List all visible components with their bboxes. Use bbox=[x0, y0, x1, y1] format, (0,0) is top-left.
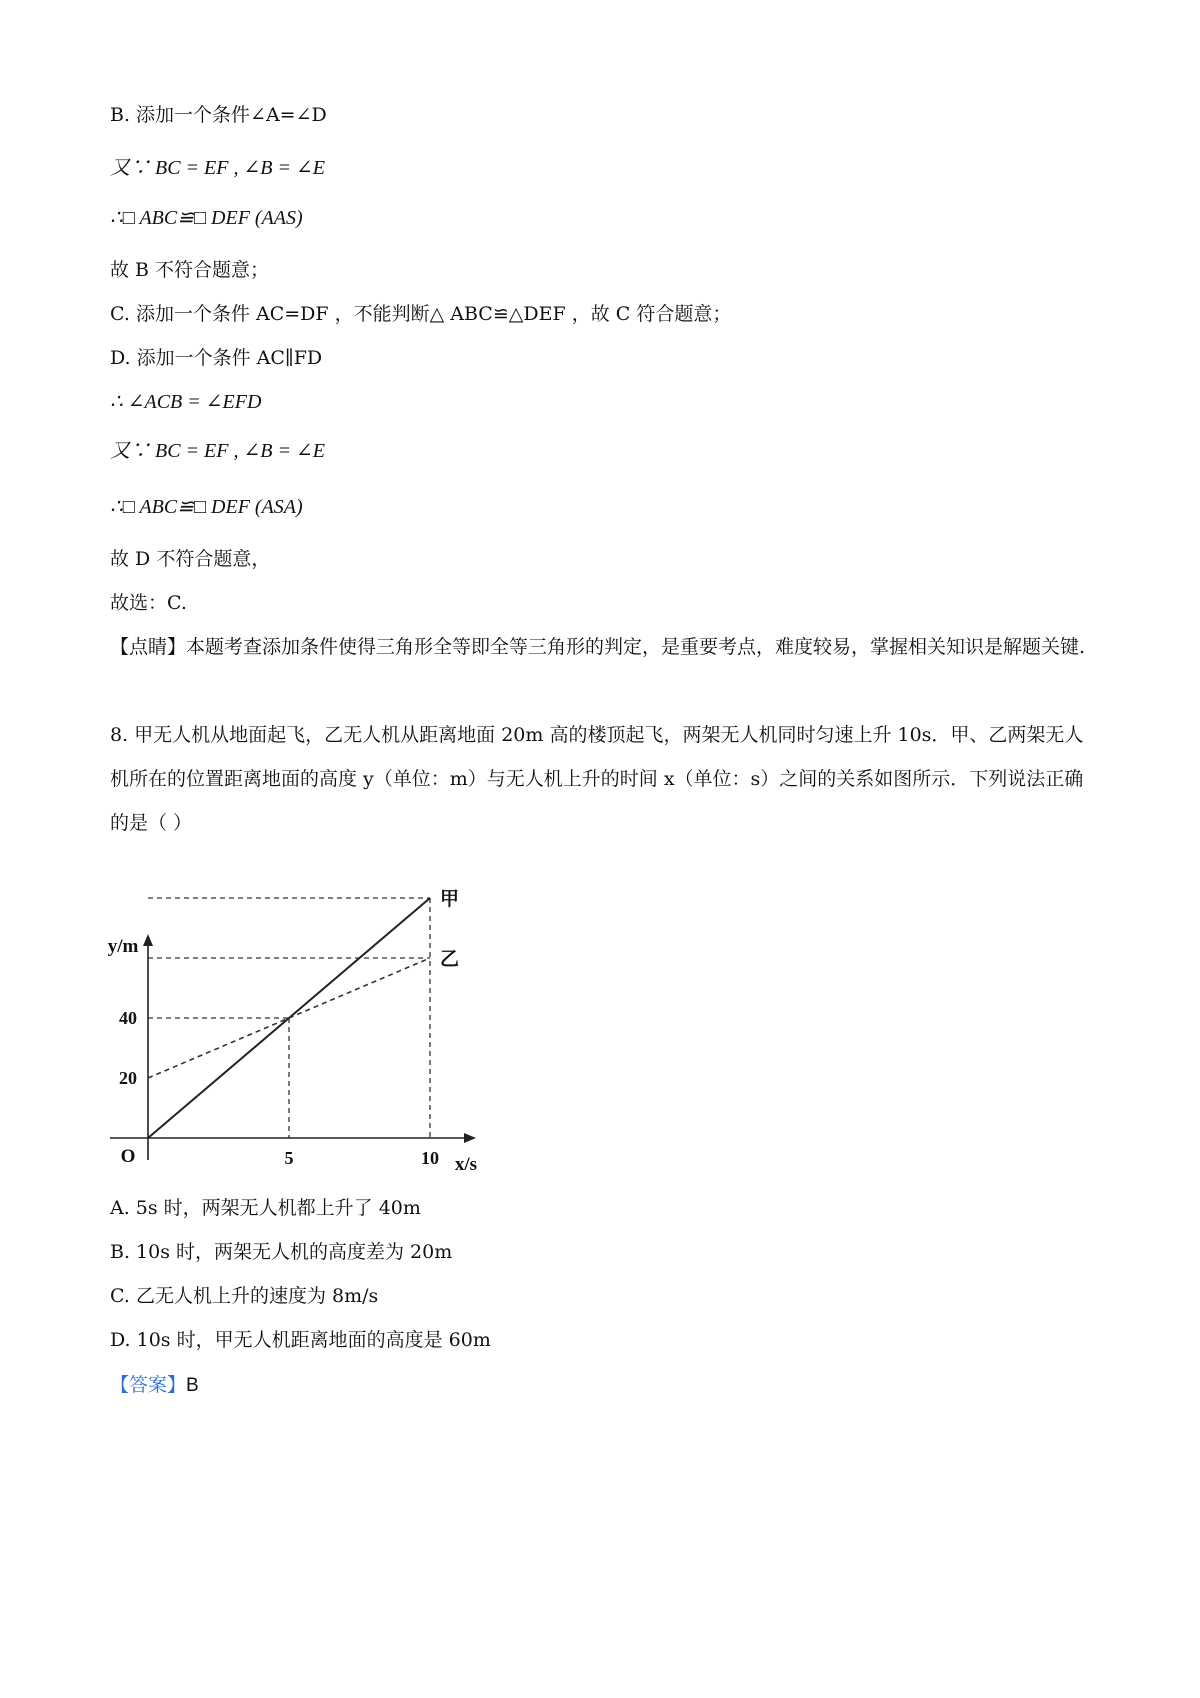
answer-tag: 【答案】 bbox=[110, 1374, 187, 1396]
y-axis-label: y/m bbox=[107, 936, 139, 957]
origin-label: O bbox=[120, 1146, 136, 1167]
chart-axes bbox=[107, 934, 476, 1160]
height-time-chart bbox=[107, 889, 528, 1280]
series-yi-label: 乙 bbox=[440, 949, 460, 970]
x-tick-label: 10 bbox=[421, 1148, 439, 1168]
series-yi-line bbox=[148, 958, 430, 1078]
x-axis-label: x/s bbox=[454, 1154, 478, 1175]
y-tick-label: 40 bbox=[119, 1008, 137, 1028]
option-b: B. 10s 时，两架无人机的高度差为 20m bbox=[110, 1241, 453, 1263]
solution-line-b: B. 添加一个条件∠A=∠D bbox=[110, 104, 327, 126]
chart-labels bbox=[108, 888, 477, 1175]
solution-line-c: C. 添加一个条件 AC=DF ，不能判断△ ABC≌△DEF ，故 C 符合题意； bbox=[110, 303, 732, 325]
option-a: A. 5s 时，两架无人机都上升了 40m bbox=[110, 1197, 421, 1219]
option-d: D. 10s 时，甲无人机距离地面的高度是 60m bbox=[110, 1329, 491, 1351]
y-tick-label: 20 bbox=[119, 1068, 137, 1088]
answer-value: B bbox=[186, 1375, 199, 1396]
x-tick-label: 5 bbox=[284, 1148, 294, 1168]
series-jia-label: 甲 bbox=[440, 889, 460, 910]
solution-line-d: D. 添加一个条件 AC∥FD bbox=[110, 347, 323, 369]
solution-line-b-given: 又∵ BC = EF , ∠B = ∠E bbox=[110, 157, 325, 179]
solution-line-d-angle: ∴ ∠ACB = ∠EFD bbox=[110, 391, 262, 413]
solution-comment: 【点睛】本题考查添加条件使得三角形全等即全等三角形的判定，是重要考点，难度较易，掌握相关知识是解题关键. bbox=[110, 636, 1086, 658]
y-axis-arrow bbox=[143, 934, 153, 946]
solution-line-b-conclude: ∴□ ABC≌□ DEF (AAS) bbox=[110, 207, 303, 229]
question-text: 8. 甲无人机从地面起飞，乙无人机从距离地面 20m 高的楼顶起飞，两架无人机同时匀速上升 10s．甲、乙两架无人机所在的位置距离地面的高度 y（单位：m）与无人机上升的时间 x（单位：s）之间的关系如图所示．下列说法正确的是（ ） bbox=[110, 724, 1084, 834]
answer-line bbox=[110, 1372, 199, 1399]
solution-line-d-result: 故 D 不符合题意， bbox=[110, 548, 271, 570]
solution-line-b-result: 故 B 不符合题意； bbox=[110, 259, 270, 281]
solution-line-d-given: 又∵ BC = EF , ∠B = ∠E bbox=[110, 440, 325, 462]
x-axis-arrow bbox=[464, 1133, 476, 1143]
option-c: C. 乙无人机上升的速度为 8m/s bbox=[110, 1285, 379, 1307]
solution-choice: 故选：C. bbox=[110, 592, 187, 614]
solution-line-d-conclude: ∴□ ABC≌□ DEF (ASA) bbox=[110, 496, 303, 518]
